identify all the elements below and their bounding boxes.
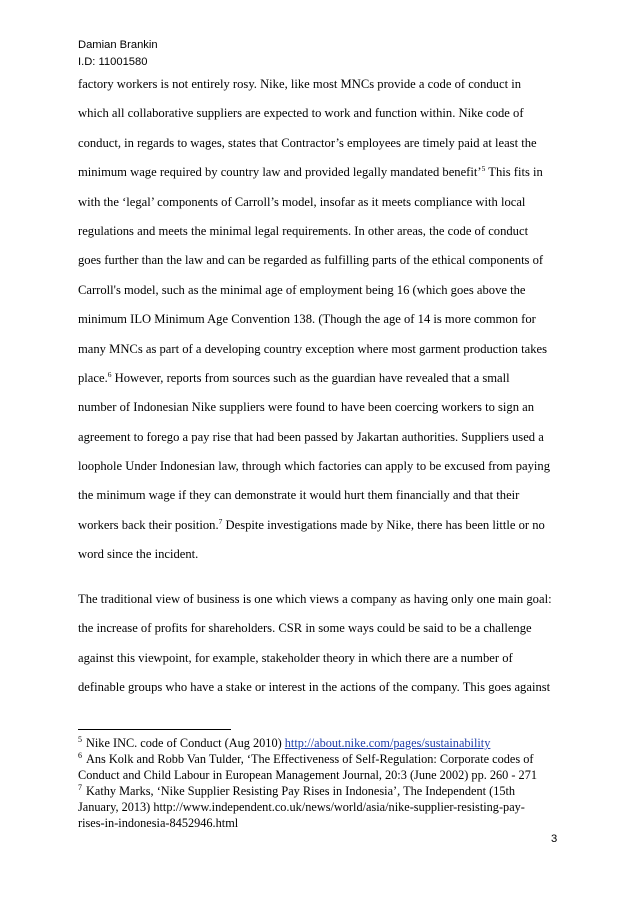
text-line: many MNCs as part of a developing country exception where most garment production takes: [78, 341, 547, 356]
body-paragraph-2: [78, 592, 556, 710]
text-line: loophole Under Indonesian law, through which factories can apply to be excused from paying: [78, 459, 551, 474]
line-text: place.: [78, 370, 108, 385]
footnote-separator: [78, 729, 231, 730]
line-text: Despite investigations made by Nike, there has been little or no: [222, 517, 545, 532]
student-id: I.D: 11001580: [78, 56, 148, 68]
footnote-number: 7: [78, 782, 82, 792]
page-header: [78, 37, 158, 71]
footnotes: [78, 735, 558, 831]
text-line: number of Indonesian Nike suppliers were found to have been coercing workers to sign an: [78, 400, 535, 415]
text-line: against this viewpoint, for example, stakeholder theory in which there are a number of: [78, 650, 513, 665]
text-line: with the ‘legal’ components of Carroll’s model, insofar as it meets compliance with local: [78, 194, 526, 209]
footnote-ref-6[interactable]: 6: [107, 369, 112, 379]
text-line: The traditional view of business is one which views a company as having only one main goal:: [78, 592, 552, 606]
footnote-7-continued: January, 2013) http://www.independent.co.uk/news/world/asia/nike-supplier-resisting-pay-: [78, 800, 525, 814]
text-line: word since the incident.: [78, 547, 199, 562]
footnote-5: [78, 735, 558, 751]
footnote-number: 6: [78, 750, 82, 760]
footnote-text: Kathy Marks, ‘Nike Supplier Resisting Pay Rises in Indonesia’, The Independent (15th: [86, 784, 516, 798]
text-line: [78, 518, 556, 547]
line-text: workers back their position.: [78, 517, 219, 532]
body-paragraph-1: [78, 77, 556, 577]
footnote-text: Nike INC. code of Conduct (Aug 2010): [86, 736, 285, 750]
footnote-text: Ans Kolk and Robb Van Tulder, ‘The Effectiveness of Self-Regulation: Corporate codes of: [86, 752, 534, 766]
footnote-ref-5[interactable]: 5: [481, 163, 486, 173]
text-line: the minimum wage if they can demonstrate it would hurt them financially and that their: [78, 488, 520, 503]
line-text: However, reports from sources such as the guardian have revealed that a small: [111, 370, 510, 385]
footnote-ref-7[interactable]: 7: [218, 516, 223, 526]
line-text: minimum wage required by country law and provided legally mandated benefit’: [78, 165, 482, 180]
text-line: conduct, in regards to wages, states that Contractor’s employees are timely paid at least the: [78, 135, 537, 150]
author-name: Damian Brankin: [78, 39, 158, 51]
footnote-6-continued: Conduct and Child Labour in European Management Journal, 20:3 (June 2002) pp. 260 - 271: [78, 768, 537, 782]
text-line: agreement to forego a pay rise that had been passed by Jakartan authorities. Suppliers used a: [78, 429, 544, 444]
line-text: This fits in: [485, 165, 543, 180]
text-line: goes further than the law and can be regarded as fulfilling parts of the ethical components of: [78, 253, 544, 268]
text-line: the increase of profits for shareholders. CSR in some ways could be said to be a challenge: [78, 621, 532, 636]
text-line: Carroll's model, such as the minimal age of employment being 16 (which goes above the: [78, 282, 526, 297]
text-line: [78, 371, 556, 400]
text-line: factory workers is not entirely rosy. Nike, like most MNCs provide a code of conduct in: [78, 77, 522, 91]
text-line: [78, 165, 556, 194]
footnote-7-continued: rises-in-indonesia-8452946.html: [78, 816, 239, 830]
text-line: which all collaborative suppliers are expected to work and function within. Nike code of: [78, 106, 524, 121]
footnote-7: [78, 783, 558, 799]
page-number: 3: [551, 833, 558, 845]
text-line: minimum ILO Minimum Age Convention 138. (Though the age of 14 is more common for: [78, 312, 536, 327]
text-line: definable groups who have a stake or interest in the actions of the company. This goes against: [78, 680, 551, 695]
footnote-number: 5: [78, 734, 82, 744]
text-line: regulations and meets the minimal legal requirements. In other areas, the code of conduct: [78, 223, 529, 238]
footnote-6: [78, 751, 558, 767]
footnote-link[interactable]: http://about.nike.com/pages/sustainability: [284, 736, 491, 750]
